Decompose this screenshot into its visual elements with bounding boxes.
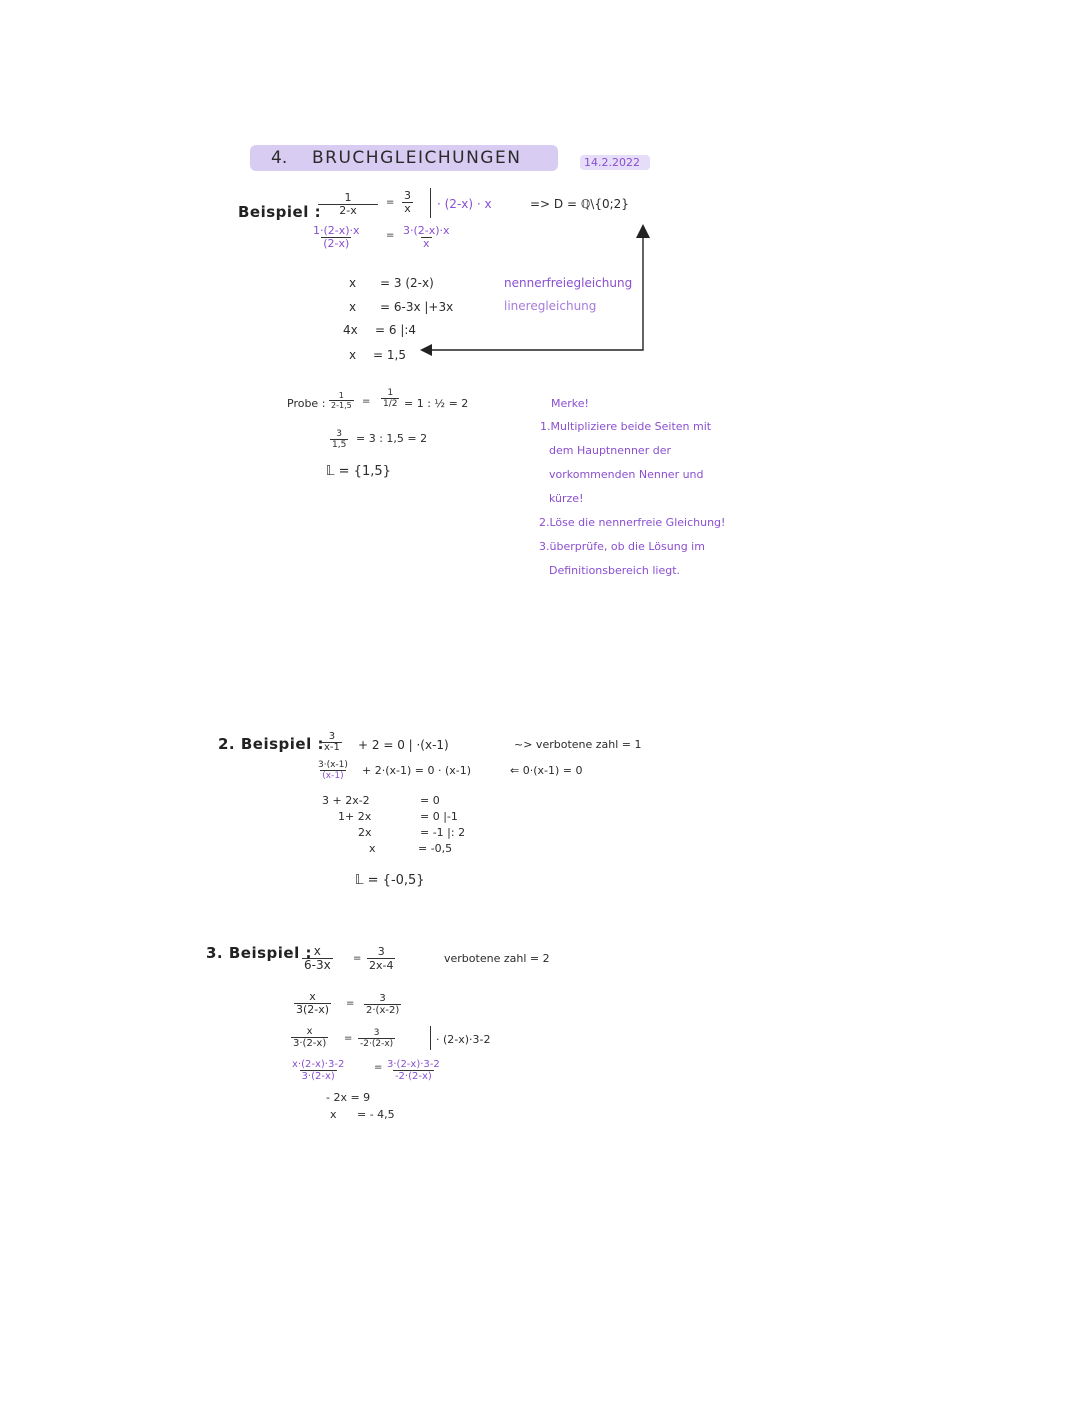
section-number: 4. [271, 148, 288, 168]
ex2-eq1-rest: + 2 = 0 | ·(x-1) [358, 738, 449, 752]
probe2-fraction: $\frac{3}{1,5}$ [332, 429, 347, 450]
page-title: BRUCHGLEICHUNGEN [312, 148, 522, 168]
ex1-step1-rhs: = 3 (2-x) [380, 276, 434, 290]
ex1-eq1-right-fraction: $\frac{3}{x}$ [404, 189, 411, 215]
ex2-step4-rhs: = -0,5 [418, 842, 453, 855]
probe1-equals: = [362, 396, 371, 407]
ex3-eq1-right-fraction: $\frac{3}{2x-4}$ [369, 945, 394, 972]
ex1-multiplier: · (2-x) · x [437, 197, 492, 211]
ex1-solution: 𝕃 = {1,5} [326, 464, 391, 479]
ex3-eq4-equals: = [374, 1062, 383, 1073]
ex2-step3-rhs: = -1 |: 2 [420, 826, 466, 839]
ex3-eq2-equals: = [346, 998, 355, 1009]
ex3-eq2-left-fraction: $\frac{x}{3(2-x)}$ [296, 990, 330, 1016]
ex3-eq4-right-fraction: $\frac{3\cdot(2-x)\cdot 3-2}{-2\cdot(2-x)}$ [387, 1059, 440, 1082]
ex1-eq2-equals: = [386, 230, 395, 241]
ex3-eq3-equals: = [344, 1033, 353, 1044]
ex3-eq4-left-fraction: $\frac{x\cdot(2-x)\cdot 3-2}{3\cdot(2-x)}$ [292, 1059, 345, 1082]
ex2-step4-lhs: x [369, 842, 376, 855]
ex2-step1-rhs: = 0 [420, 794, 440, 807]
ex3-step2-lhs: x [330, 1108, 337, 1121]
ex1-step1-lhs: x [349, 276, 357, 290]
ex3-eq1-equals: = [353, 953, 362, 964]
ex1-eq1-left-fraction: $\frac{1}{2-x}$ [318, 192, 378, 217]
merke-line-7: Definitionsbereich liegt. [549, 564, 681, 577]
merke-title: Merke! [551, 397, 589, 410]
ex1-eq2-left-fraction: $\frac{1\cdot(2-x)\cdot x}{(2-x)}$ [313, 224, 360, 250]
ex2-eq2-fraction: $\frac{3\cdot(x-1)}{(x-1)}$ [318, 760, 348, 781]
ex2-eq2-rest: + 2·(x-1) = 0 · (x-1) [362, 764, 472, 777]
ex1-note-nennerfrei: nennerfreiegleichung [504, 276, 633, 290]
ex2-eq2-note: ⇐ 0·(x-1) = 0 [510, 764, 583, 777]
ex1-step4-lhs: x [349, 348, 357, 362]
merke-line-2: dem Hauptnenner der [549, 444, 671, 457]
ex1-eq1-equals: = [386, 197, 395, 208]
merke-line-6: 3.überprüfe, ob die Lösung im [539, 540, 705, 553]
ex2-step2-lhs: 1+ 2x [338, 810, 372, 823]
merke-line-3: vorkommenden Nenner und [549, 468, 704, 481]
ex1-eq2-right-fraction: $\frac{3\cdot(2-x)\cdot x}{x}$ [403, 224, 450, 250]
ex3-step2-rhs: = - 4,5 [357, 1108, 395, 1121]
ex2-solution: 𝕃 = {-0,5} [355, 873, 425, 888]
ex2-forbidden: ~> verbotene zahl = 1 [514, 738, 642, 751]
example3-label: 3. Beispiel : [206, 944, 312, 962]
merke-line-4: kürze! [549, 492, 584, 505]
merke-line-1: 1.Multipliziere beide Seiten mit [540, 420, 712, 433]
ex2-step2-rhs: = 0 |-1 [420, 810, 458, 823]
probe1-fraction: $\frac{1}{2-1,5}$ [331, 391, 352, 410]
probe1-rest: = 1 : ½ = 2 [404, 397, 469, 410]
ex1-step4-rhs: = 1,5 [373, 348, 406, 362]
ex3-operation-bar [430, 1026, 431, 1050]
ex1-step3-rhs: = 6 |:4 [375, 323, 417, 337]
example1-label: Beispiel : [238, 203, 322, 221]
date: 14.2.2022 [584, 156, 640, 169]
ex2-eq1-fraction: $\frac{3}{x-1}$ [324, 731, 340, 753]
merke-line-5: 2.Löse die nennerfreie Gleichung! [539, 516, 726, 529]
ex2-step1-lhs: 3 + 2x-2 [322, 794, 370, 807]
ex3-eq1-left-fraction: $\frac{x}{6-3x}$ [304, 944, 331, 972]
ex1-step2-lhs: x [349, 300, 357, 314]
probe-label: Probe : [287, 397, 326, 410]
ex3-eq3-right-fraction: $\frac{3}{-2\cdot(2-x)}$ [360, 1028, 394, 1049]
probe1-mid-fraction: $\frac{1}{1/2}$ [383, 388, 398, 409]
ex3-forbidden: verbotene zahl = 2 [444, 952, 550, 965]
probe2-rest: = 3 : 1,5 = 2 [356, 432, 428, 445]
ex3-step1: - 2x = 9 [326, 1091, 371, 1104]
ex1-note-linear: lineregleichung [504, 299, 597, 313]
ex3-eq3-left-fraction: $\frac{x}{3\cdot(2-x)}$ [293, 1026, 327, 1049]
ex1-step2-rhs: = 6-3x |+3x [380, 300, 454, 314]
ex1-domain: => D = ℚ\{0;2} [530, 197, 629, 211]
example2-label: 2. Beispiel : [218, 735, 324, 753]
ex3-eq2-right-fraction: $\frac{3}{2\cdot(x-2)}$ [366, 993, 400, 1016]
ex2-step3-lhs: 2x [358, 826, 372, 839]
ex3-multiplier: · (2-x)·3-2 [436, 1033, 491, 1046]
ex1-step3-lhs: 4x [343, 323, 358, 337]
